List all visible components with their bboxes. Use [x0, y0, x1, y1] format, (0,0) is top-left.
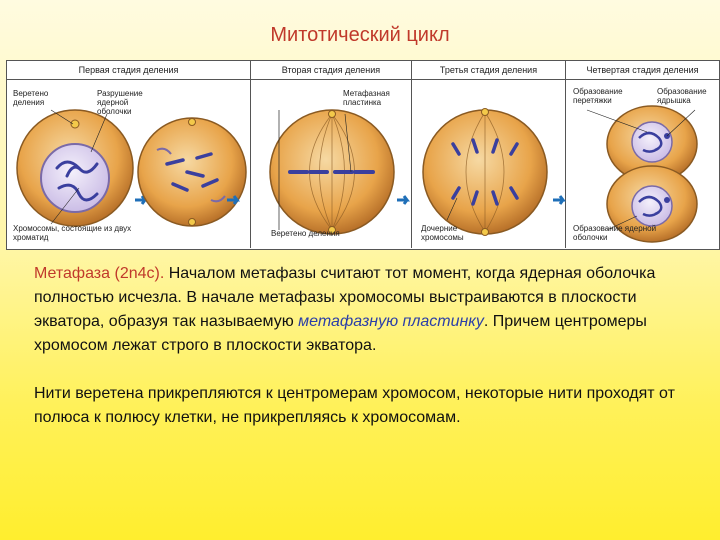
stage-headers	[7, 61, 719, 80]
label-nuclear-breakdown: Разрушение ядерной оболочки	[97, 89, 143, 116]
label-spindle-pole: Веретено деления	[13, 89, 49, 107]
body-text	[34, 262, 694, 430]
paragraph-1-end: . Причем центромеры хромосом лежат строго в плоскости экватора.	[34, 313, 647, 354]
stage-header-2: Вторая стадия деления	[251, 61, 412, 79]
cell-prophase	[17, 110, 133, 226]
stage-header-4: Четвертая стадия деления	[586, 65, 699, 75]
cell-metaphase	[270, 110, 394, 234]
label-chromosomes: Хромосомы, состоящие из двух хроматид	[13, 224, 132, 242]
label-daughter-chromosomes: Дочерние хромосомы	[421, 224, 464, 242]
mitosis-figure	[6, 60, 720, 250]
paragraph-metaphase	[34, 262, 694, 358]
metaphase-plate-term: метафазную пластинку	[298, 313, 484, 330]
arrow-icon	[397, 196, 407, 204]
label-nuclear-envelope: Образование ядерной оболочки	[573, 224, 657, 242]
label-spindle: Веретено деления	[271, 229, 340, 238]
metaphase-heading: Метафаза (2n4c).	[34, 265, 165, 282]
arrow-icon	[553, 196, 563, 204]
stage-header-1: Первая стадия деления	[7, 61, 251, 79]
cell-telophase	[607, 106, 697, 242]
cell-prometaphase	[138, 118, 246, 226]
label-nucleolus: Образование ядрышка	[657, 87, 707, 105]
paragraph-1-text: Началом метафазы считают тот момент, когда ядерная оболочка полностью исчезла. В начале метафазы хромосомы выстраиваются в плоскости экватора, образуя так называемую	[34, 265, 656, 330]
label-metaphase-plate: Метафазная пластинка	[343, 89, 390, 107]
cell-anaphase	[423, 109, 547, 236]
paragraph-spindle: Нити веретена прикрепляются к центромерам хромосом, некоторые нити проходят от полюса к полюсу клетки, не прикрепляясь к хромосомам.	[34, 385, 675, 426]
page-title: Митотический цикл	[270, 24, 450, 46]
stage-header-3: Третья стадия деления	[412, 61, 566, 79]
label-cleavage: Образование перетяжки	[573, 87, 623, 105]
